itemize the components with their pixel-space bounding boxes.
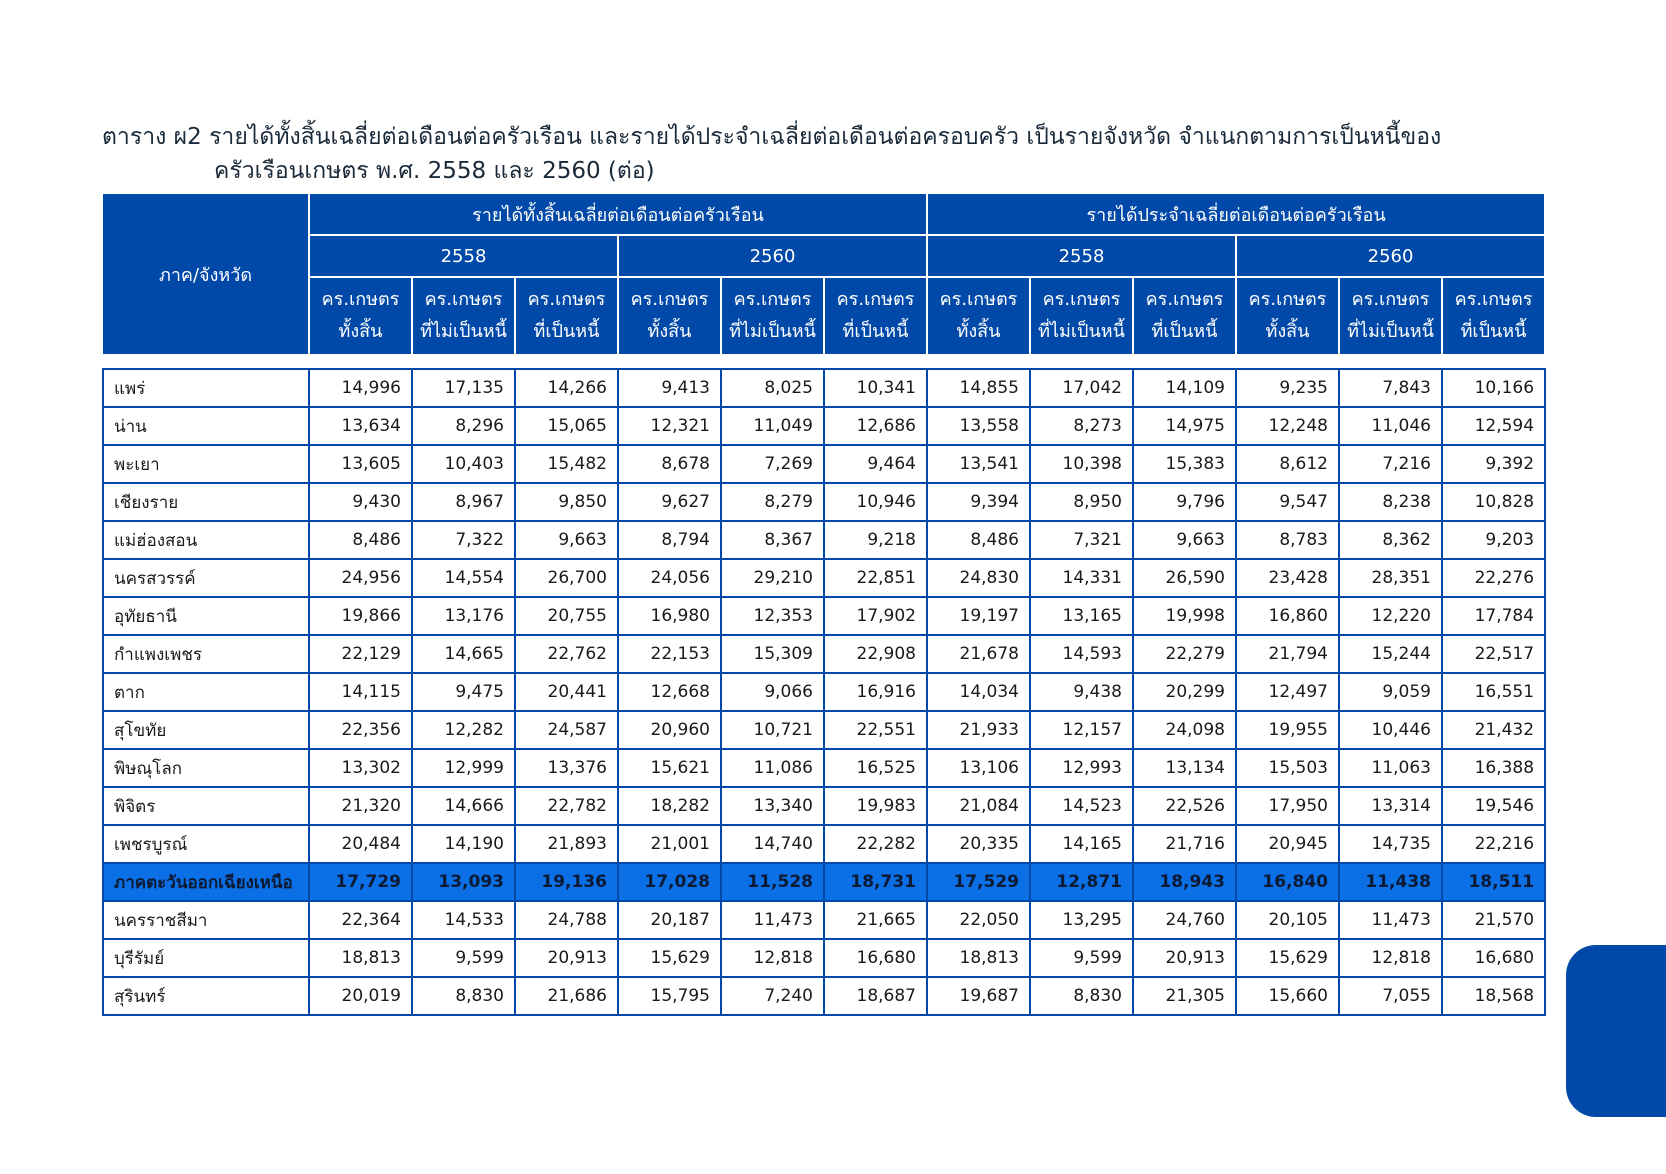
table-cell: 16,680 (1442, 939, 1545, 977)
table-row (103, 521, 1545, 559)
table-cell: 14,115 (309, 673, 412, 711)
table-cell: 11,086 (721, 749, 824, 787)
table-row (103, 407, 1545, 445)
table-cell: 12,282 (412, 711, 515, 749)
header-subcolumn (618, 277, 721, 355)
table-cell: 15,629 (1236, 939, 1339, 977)
table-cell: 14,740 (721, 825, 824, 863)
table-cell: 8,296 (412, 407, 515, 445)
province-name: บุรีรัมย์ (103, 939, 309, 977)
table-row (103, 901, 1545, 939)
table-cell: 14,593 (1030, 635, 1133, 673)
table-cell: 20,945 (1236, 825, 1339, 863)
table-cell: 21,305 (1133, 977, 1236, 1015)
table-cell: 18,943 (1133, 863, 1236, 901)
table-cell: 7,269 (721, 445, 824, 483)
table-cell: 22,908 (824, 635, 927, 673)
header-subcolumn (309, 277, 412, 355)
table-cell: 29,210 (721, 559, 824, 597)
table-cell: 10,398 (1030, 445, 1133, 483)
table-cell: 21,678 (927, 635, 1030, 673)
table-cell: 22,517 (1442, 635, 1545, 673)
table-cell: 20,913 (515, 939, 618, 977)
table-cell: 17,902 (824, 597, 927, 635)
header-subcolumn (1339, 277, 1442, 355)
table-cell: 9,203 (1442, 521, 1545, 559)
table-cell: 17,729 (309, 863, 412, 901)
table-cell: 16,860 (1236, 597, 1339, 635)
header-region: ภาค/จังหวัด (103, 193, 309, 355)
table-cell: 24,056 (618, 559, 721, 597)
province-name: นครสวรรค์ (103, 559, 309, 597)
table-cell: 16,916 (824, 673, 927, 711)
table-cell: 10,166 (1442, 369, 1545, 407)
table-cell: 11,063 (1339, 749, 1442, 787)
table-cell: 28,351 (1339, 559, 1442, 597)
table-cell: 8,830 (412, 977, 515, 1015)
header-year: 2560 (1236, 235, 1545, 277)
table-cell: 19,998 (1133, 597, 1236, 635)
table-cell: 21,432 (1442, 711, 1545, 749)
header-subcolumn (1030, 277, 1133, 355)
table-cell: 20,913 (1133, 939, 1236, 977)
table-cell: 14,523 (1030, 787, 1133, 825)
table-cell: 14,034 (927, 673, 1030, 711)
table-cell: 11,473 (1339, 901, 1442, 939)
province-name: เพชรบูรณ์ (103, 825, 309, 863)
table-cell: 22,279 (1133, 635, 1236, 673)
header-group-total-income: รายได้ทั้งสิ้นเฉลี่ยต่อเดือนต่อครัวเรือน (309, 193, 927, 235)
table-cell: 11,528 (721, 863, 824, 901)
table-cell: 9,796 (1133, 483, 1236, 521)
table-cell: 10,446 (1339, 711, 1442, 749)
table-cell: 13,340 (721, 787, 824, 825)
header-subcolumn (1442, 277, 1545, 355)
table-cell: 14,855 (927, 369, 1030, 407)
table-cell: 14,665 (412, 635, 515, 673)
table-cell: 14,190 (412, 825, 515, 863)
table-cell: 7,216 (1339, 445, 1442, 483)
table-row (103, 445, 1545, 483)
table-cell: 20,960 (618, 711, 721, 749)
table-cell: 12,686 (824, 407, 927, 445)
header-year: 2558 (309, 235, 618, 277)
province-name: เชียงราย (103, 483, 309, 521)
table-cell: 12,248 (1236, 407, 1339, 445)
table-cell: 9,599 (1030, 939, 1133, 977)
table-cell: 14,666 (412, 787, 515, 825)
province-name: นครราชสีมา (103, 901, 309, 939)
income-table (102, 192, 1546, 1016)
header-subcolumn (412, 277, 515, 355)
table-cell: 22,153 (618, 635, 721, 673)
income-table-container (102, 192, 1546, 1016)
header-subcolumn-line2: ที่เป็นหนี้ (1460, 321, 1527, 342)
header-subcolumn-line1: คร.เกษตร (527, 289, 606, 310)
table-cell: 20,299 (1133, 673, 1236, 711)
table-cell: 22,782 (515, 787, 618, 825)
table-cell: 24,788 (515, 901, 618, 939)
table-cell: 18,282 (618, 787, 721, 825)
table-cell: 7,322 (412, 521, 515, 559)
table-row (103, 749, 1545, 787)
table-cell: 18,687 (824, 977, 927, 1015)
table-cell: 12,668 (618, 673, 721, 711)
table-cell: 18,568 (1442, 977, 1545, 1015)
table-cell: 19,983 (824, 787, 927, 825)
table-cell: 21,570 (1442, 901, 1545, 939)
header-subcolumn-line2: ที่เป็นหนี้ (842, 321, 909, 342)
province-name: อุทัยธานี (103, 597, 309, 635)
table-cell: 13,165 (1030, 597, 1133, 635)
table-cell: 17,950 (1236, 787, 1339, 825)
page-tab-decoration (1566, 945, 1666, 1117)
table-cell: 8,967 (412, 483, 515, 521)
table-cell: 24,098 (1133, 711, 1236, 749)
table-cell: 18,511 (1442, 863, 1545, 901)
table-cell: 10,946 (824, 483, 927, 521)
table-cell: 15,065 (515, 407, 618, 445)
table-cell: 21,686 (515, 977, 618, 1015)
table-cell: 12,594 (1442, 407, 1545, 445)
province-name: พิจิตร (103, 787, 309, 825)
table-cell: 21,665 (824, 901, 927, 939)
table-body (103, 369, 1545, 1015)
header-subcolumn-line2: ทั้งสิ้น (956, 321, 1001, 342)
table-cell: 22,762 (515, 635, 618, 673)
caption-line-1: ตาราง ผ2 รายได้ทั้งสิ้นเฉลี่ยต่อเดือนต่อครัวเรือน และรายได้ประจำเฉลี่ยต่อเดือนต่อครอบครัว เป็นรายจังหวัด จำแนกตามการเป็นหนี้ของ (102, 124, 1442, 150)
province-name: ตาก (103, 673, 309, 711)
table-cell: 15,482 (515, 445, 618, 483)
table-cell: 14,554 (412, 559, 515, 597)
table-cell: 22,851 (824, 559, 927, 597)
header-subcolumn (824, 277, 927, 355)
table-cell: 16,680 (824, 939, 927, 977)
table-cell: 9,464 (824, 445, 927, 483)
table-cell: 16,525 (824, 749, 927, 787)
header-subcolumn-line2: ที่เป็นหนี้ (533, 321, 600, 342)
table-cell: 22,282 (824, 825, 927, 863)
table-cell: 11,049 (721, 407, 824, 445)
table-cell: 24,760 (1133, 901, 1236, 939)
table-cell: 17,135 (412, 369, 515, 407)
table-cell: 7,843 (1339, 369, 1442, 407)
table-row (103, 939, 1545, 977)
table-cell: 15,795 (618, 977, 721, 1015)
table-cell: 21,794 (1236, 635, 1339, 673)
table-cell: 20,755 (515, 597, 618, 635)
table-row (103, 977, 1545, 1015)
table-cell: 9,394 (927, 483, 1030, 521)
table-cell: 12,818 (1339, 939, 1442, 977)
table-cell: 7,321 (1030, 521, 1133, 559)
table-cell: 13,176 (412, 597, 515, 635)
table-cell: 14,533 (412, 901, 515, 939)
header-subcolumn-line1: คร.เกษตร (1454, 289, 1533, 310)
table-cell: 8,238 (1339, 483, 1442, 521)
table-cell: 15,383 (1133, 445, 1236, 483)
table-cell: 20,019 (309, 977, 412, 1015)
header-subcolumn-line2: ที่เป็นหนี้ (1151, 321, 1218, 342)
table-cell: 19,197 (927, 597, 1030, 635)
table-cell: 17,042 (1030, 369, 1133, 407)
table-cell: 20,441 (515, 673, 618, 711)
table-cell: 7,240 (721, 977, 824, 1015)
caption-line-2: ครัวเรือนเกษตร พ.ศ. 2558 และ 2560 (ต่อ) (214, 158, 655, 184)
table-cell: 15,309 (721, 635, 824, 673)
table-cell: 21,001 (618, 825, 721, 863)
header-subcolumn-line1: คร.เกษตร (630, 289, 709, 310)
table-cell: 21,893 (515, 825, 618, 863)
table-cell: 18,813 (309, 939, 412, 977)
table-cell: 14,735 (1339, 825, 1442, 863)
table-cell: 22,364 (309, 901, 412, 939)
table-cell: 9,438 (1030, 673, 1133, 711)
table-cell: 15,660 (1236, 977, 1339, 1015)
table-cell: 21,084 (927, 787, 1030, 825)
table-cell: 12,157 (1030, 711, 1133, 749)
table-cell: 16,980 (618, 597, 721, 635)
table-cell: 12,818 (721, 939, 824, 977)
table-cell: 22,216 (1442, 825, 1545, 863)
header-subcolumn (927, 277, 1030, 355)
table-cell: 17,028 (618, 863, 721, 901)
table-cell: 14,109 (1133, 369, 1236, 407)
table-row (103, 787, 1545, 825)
table-cell: 13,541 (927, 445, 1030, 483)
table-cell: 9,599 (412, 939, 515, 977)
table-row (103, 711, 1545, 749)
table-cell: 9,663 (1133, 521, 1236, 559)
header-subcolumn (515, 277, 618, 355)
table-cell: 14,975 (1133, 407, 1236, 445)
header-subcolumn-line2: ทั้งสิ้น (647, 321, 692, 342)
table-cell: 22,276 (1442, 559, 1545, 597)
table-cell: 12,993 (1030, 749, 1133, 787)
province-name: แม่ฮ่องสอน (103, 521, 309, 559)
table-cell: 22,551 (824, 711, 927, 749)
table-cell: 15,503 (1236, 749, 1339, 787)
table-header (103, 193, 1545, 355)
table-cell: 13,558 (927, 407, 1030, 445)
table-cell: 20,484 (309, 825, 412, 863)
table-cell: 14,996 (309, 369, 412, 407)
table-cell: 9,235 (1236, 369, 1339, 407)
table-cell: 17,784 (1442, 597, 1545, 635)
table-cell: 22,356 (309, 711, 412, 749)
header-subcolumns (103, 277, 1545, 355)
table-cell: 22,129 (309, 635, 412, 673)
province-name: ภาคตะวันออกเฉียงเหนือ (103, 863, 309, 901)
table-cell: 22,526 (1133, 787, 1236, 825)
table-cell: 13,093 (412, 863, 515, 901)
table-cell: 19,687 (927, 977, 1030, 1015)
table-cell: 20,335 (927, 825, 1030, 863)
table-cell: 13,605 (309, 445, 412, 483)
table-cell: 9,663 (515, 521, 618, 559)
table-cell: 21,320 (309, 787, 412, 825)
table-cell: 8,025 (721, 369, 824, 407)
table-cell: 11,046 (1339, 407, 1442, 445)
table-row (103, 483, 1545, 521)
table-row (103, 597, 1545, 635)
table-cell: 24,830 (927, 559, 1030, 597)
header-subcolumn-line1: คร.เกษตร (1042, 289, 1121, 310)
header-year: 2560 (618, 235, 927, 277)
table-cell: 9,475 (412, 673, 515, 711)
table-cell: 9,850 (515, 483, 618, 521)
table-cell: 12,321 (618, 407, 721, 445)
table-row (103, 559, 1545, 597)
table-cell: 13,106 (927, 749, 1030, 787)
table-row-summary (103, 863, 1545, 901)
header-subcolumn (721, 277, 824, 355)
header-subcolumn-line2: ทั้งสิ้น (1265, 321, 1310, 342)
table-cell: 11,438 (1339, 863, 1442, 901)
header-spacer (103, 355, 1545, 369)
header-subcolumn-line1: คร.เกษตร (424, 289, 503, 310)
header-subcolumn (1236, 277, 1339, 355)
table-row (103, 369, 1545, 407)
table-cell: 8,794 (618, 521, 721, 559)
province-name: พะเยา (103, 445, 309, 483)
table-cell: 14,165 (1030, 825, 1133, 863)
province-name: สุรินทร์ (103, 977, 309, 1015)
table-cell: 13,134 (1133, 749, 1236, 787)
header-subcolumn-line1: คร.เกษตร (836, 289, 915, 310)
table-cell: 8,830 (1030, 977, 1133, 1015)
province-name: น่าน (103, 407, 309, 445)
table-row (103, 635, 1545, 673)
table-cell: 16,551 (1442, 673, 1545, 711)
table-cell: 13,376 (515, 749, 618, 787)
table-cell: 8,612 (1236, 445, 1339, 483)
table-cell: 13,295 (1030, 901, 1133, 939)
table-cell: 9,059 (1339, 673, 1442, 711)
header-group-regular-income: รายได้ประจำเฉลี่ยต่อเดือนต่อครัวเรือน (927, 193, 1545, 235)
table-cell: 13,302 (309, 749, 412, 787)
table-cell: 21,716 (1133, 825, 1236, 863)
table-cell: 12,497 (1236, 673, 1339, 711)
table-cell: 8,273 (1030, 407, 1133, 445)
table-cell: 8,783 (1236, 521, 1339, 559)
table-cell: 8,486 (309, 521, 412, 559)
table-caption (102, 120, 1552, 188)
table-cell: 8,362 (1339, 521, 1442, 559)
header-subcolumn-line1: คร.เกษตร (1145, 289, 1224, 310)
table-cell: 8,678 (618, 445, 721, 483)
table-cell: 10,721 (721, 711, 824, 749)
table-cell: 17,529 (927, 863, 1030, 901)
province-name: แพร่ (103, 369, 309, 407)
table-row (103, 673, 1545, 711)
header-subcolumn-line1: คร.เกษตร (1351, 289, 1430, 310)
table-cell: 14,266 (515, 369, 618, 407)
table-cell: 18,813 (927, 939, 1030, 977)
table-cell: 8,279 (721, 483, 824, 521)
table-cell: 15,244 (1339, 635, 1442, 673)
province-name: สุโขทัย (103, 711, 309, 749)
table-cell: 26,590 (1133, 559, 1236, 597)
table-cell: 12,220 (1339, 597, 1442, 635)
table-row (103, 825, 1545, 863)
table-cell: 10,403 (412, 445, 515, 483)
table-cell: 8,367 (721, 521, 824, 559)
table-cell: 9,066 (721, 673, 824, 711)
table-cell: 24,587 (515, 711, 618, 749)
table-cell: 16,840 (1236, 863, 1339, 901)
table-cell: 23,428 (1236, 559, 1339, 597)
table-cell: 12,999 (412, 749, 515, 787)
table-cell: 19,866 (309, 597, 412, 635)
table-cell: 9,547 (1236, 483, 1339, 521)
header-subcolumn-line2: ที่ไม่เป็นหนี้ (420, 321, 507, 342)
table-cell: 15,629 (618, 939, 721, 977)
province-name: กำแพงเพชร (103, 635, 309, 673)
table-cell: 9,392 (1442, 445, 1545, 483)
table-cell: 9,430 (309, 483, 412, 521)
header-subcolumn (1133, 277, 1236, 355)
table-cell: 10,341 (824, 369, 927, 407)
table-cell: 7,055 (1339, 977, 1442, 1015)
table-cell: 15,621 (618, 749, 721, 787)
table-cell: 26,700 (515, 559, 618, 597)
header-subcolumn-line2: ที่ไม่เป็นหนี้ (729, 321, 816, 342)
table-cell: 20,187 (618, 901, 721, 939)
table-cell: 16,388 (1442, 749, 1545, 787)
table-cell: 19,955 (1236, 711, 1339, 749)
table-cell: 12,353 (721, 597, 824, 635)
table-cell: 8,950 (1030, 483, 1133, 521)
table-cell: 24,956 (309, 559, 412, 597)
header-subcolumn-line1: คร.เกษตร (1248, 289, 1327, 310)
header-subcolumn-line2: ที่ไม่เป็นหนี้ (1347, 321, 1434, 342)
province-name: พิษณุโลก (103, 749, 309, 787)
header-subcolumn-line2: ทั้งสิ้น (338, 321, 383, 342)
table-cell: 14,331 (1030, 559, 1133, 597)
header-subcolumn-line2: ที่ไม่เป็นหนี้ (1038, 321, 1125, 342)
table-cell: 19,546 (1442, 787, 1545, 825)
table-cell: 11,473 (721, 901, 824, 939)
table-cell: 18,731 (824, 863, 927, 901)
table-cell: 13,314 (1339, 787, 1442, 825)
table-cell: 12,871 (1030, 863, 1133, 901)
table-cell: 21,933 (927, 711, 1030, 749)
table-cell: 19,136 (515, 863, 618, 901)
table-cell: 9,413 (618, 369, 721, 407)
header-year: 2558 (927, 235, 1236, 277)
table-cell: 9,218 (824, 521, 927, 559)
header-subcolumn-line1: คร.เกษตร (321, 289, 400, 310)
header-subcolumn-line1: คร.เกษตร (733, 289, 812, 310)
table-cell: 8,486 (927, 521, 1030, 559)
table-cell: 13,634 (309, 407, 412, 445)
table-cell: 9,627 (618, 483, 721, 521)
table-cell: 10,828 (1442, 483, 1545, 521)
table-cell: 22,050 (927, 901, 1030, 939)
header-subcolumn-line1: คร.เกษตร (939, 289, 1018, 310)
table-cell: 20,105 (1236, 901, 1339, 939)
